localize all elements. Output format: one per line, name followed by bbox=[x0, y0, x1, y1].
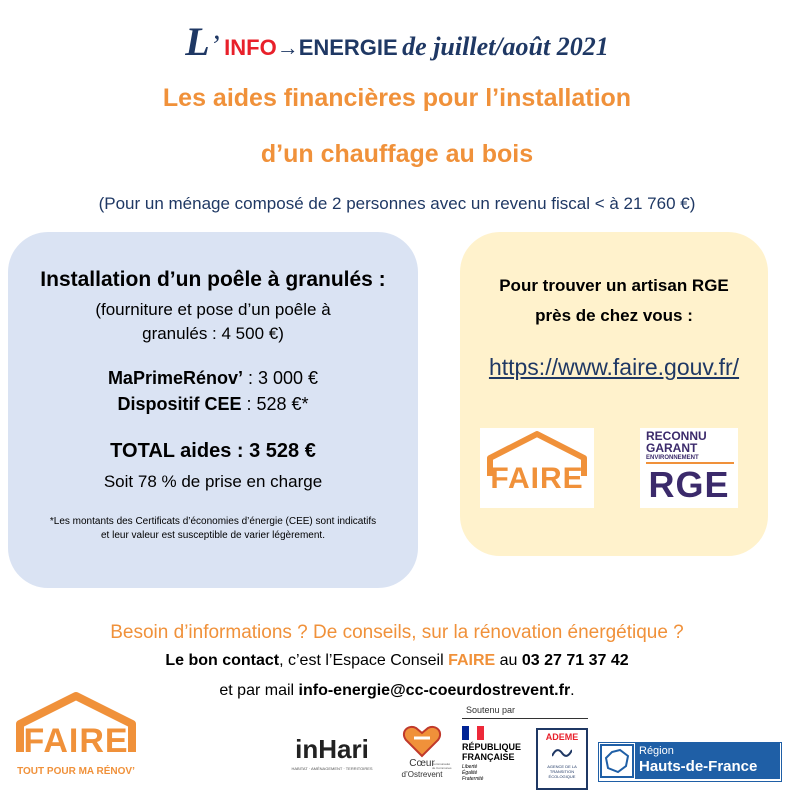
ademe-wave-icon bbox=[552, 746, 572, 760]
mail-suffix: . bbox=[570, 682, 575, 699]
arrow-icon: → bbox=[276, 35, 299, 60]
title-line-1: Les aides financières pour l’installation bbox=[162, 84, 632, 112]
maprimerenov-label: MaPrimeRénov’ bbox=[107, 368, 243, 388]
cee-value: : 528 €* bbox=[241, 394, 309, 414]
coeur-text-1: Cœur bbox=[409, 758, 435, 769]
faire-logo-text: FAIRE bbox=[490, 462, 584, 495]
hdf-map-icon bbox=[602, 746, 632, 776]
bon-contact: Le bon contact bbox=[165, 652, 280, 669]
faire-tagline: TOUT POUR MA RÉNOV’ bbox=[17, 766, 135, 777]
desc-line-1: (fourniture et pose d’un poêle à bbox=[95, 300, 331, 319]
faire-main-text: FAIRE bbox=[23, 722, 129, 760]
rf-motto-1: Liberté bbox=[462, 764, 478, 770]
inhari-logo bbox=[286, 734, 378, 778]
heart-icon bbox=[402, 724, 442, 758]
mail-prefix: et par mail bbox=[219, 682, 299, 699]
rge-heading-1: Pour trouver un artisan RGE bbox=[499, 276, 729, 295]
rf-motto-2: Égalité bbox=[462, 770, 478, 776]
faire-link[interactable]: https://www.faire.gouv.fr/ bbox=[488, 354, 740, 380]
region-hdf-logo bbox=[598, 742, 782, 782]
rge-panel bbox=[460, 232, 768, 556]
contact-faire: FAIRE bbox=[448, 652, 496, 669]
maprimerenov-line bbox=[8, 368, 418, 389]
header-info: INFO bbox=[224, 35, 277, 60]
rf-motto-3: Fraternité bbox=[462, 776, 484, 782]
phone-number[interactable]: 03 27 71 37 42 bbox=[521, 652, 629, 669]
marianne-icon bbox=[462, 726, 484, 740]
header-l: L bbox=[185, 19, 210, 64]
maprimerenov-value: : 3 000 € bbox=[242, 368, 319, 388]
inhari-text: inHari bbox=[295, 734, 369, 764]
cee-line bbox=[8, 394, 418, 415]
total-aides: TOTAL aides : 3 528 € bbox=[110, 440, 316, 462]
rge-garant: GARANT bbox=[646, 441, 698, 455]
faire-main-logo bbox=[6, 690, 146, 786]
header-title bbox=[0, 18, 794, 65]
besoin-info: Besoin d’informations ? De conseils, sur la rénovation énergétique ? bbox=[110, 622, 684, 643]
inhari-sub: HABITAT · AMÉNAGEMENT · TERRITOIRES bbox=[291, 766, 373, 771]
panel-title: Installation d’un poêle à granulés : bbox=[40, 268, 386, 291]
ademe-logo bbox=[536, 728, 588, 790]
soutenu-divider bbox=[462, 718, 588, 719]
region-map-icon bbox=[600, 744, 634, 778]
rge-heading-2: près de chez vous : bbox=[535, 306, 693, 325]
rf-line-2: FRANÇAISE bbox=[462, 752, 515, 762]
region-text-block bbox=[635, 743, 780, 779]
subtitle: (Pour un ménage composé de 2 personnes avec un revenu fiscal < à 21 760 €) bbox=[98, 194, 696, 213]
coeur-ostrevent-logo bbox=[392, 724, 452, 784]
email-address[interactable]: info-energie@cc-coeurdostrevent.fr bbox=[298, 682, 571, 699]
rf-line-1: RÉPUBLIQUE bbox=[462, 742, 522, 752]
header-energie: ENERGIE bbox=[298, 35, 398, 60]
ademe-sub: AGENCE DE LA TRANSITION ÉCOLOGIQUE bbox=[547, 764, 577, 779]
desc-line-2: granulés : 4 500 €) bbox=[142, 324, 284, 343]
rge-environnement: ENVIRONNEMENT bbox=[646, 455, 699, 461]
aid-summary-panel bbox=[8, 232, 418, 588]
faire-logo bbox=[480, 428, 594, 508]
ademe-text: ADEME bbox=[545, 732, 579, 742]
prise-en-charge: Soit 78 % de prise en charge bbox=[103, 472, 323, 491]
header-apostrophe: ’ bbox=[209, 29, 220, 62]
region-line-1: Région bbox=[639, 745, 674, 757]
contact-line bbox=[0, 652, 794, 670]
republique-francaise-logo bbox=[462, 726, 530, 788]
header-date: de juillet/août 2021 bbox=[402, 32, 609, 61]
rge-big: RGE bbox=[648, 464, 730, 505]
cee-label: Dispositif CEE bbox=[117, 394, 242, 414]
title-line-2: d’un chauffage au bois bbox=[260, 140, 534, 168]
note-line-2: et leur valeur est susceptible de varier légèrement. bbox=[100, 530, 325, 541]
rge-reconnu: RECONNU bbox=[646, 429, 707, 443]
note-line-1: *Les montants des Certificats d’économies d’énergie (CEE) sont indicatifs bbox=[49, 516, 377, 527]
contact-mid: , c’est l’Espace Conseil bbox=[279, 652, 449, 669]
coeur-text-2: d’Ostrevent bbox=[401, 770, 443, 779]
soutenu-par: Soutenu par bbox=[466, 705, 516, 715]
contact-au: au bbox=[495, 652, 522, 669]
coeur-small: Communauté de Communes bbox=[432, 762, 452, 770]
region-line-2: Hauts-de-France bbox=[639, 758, 758, 775]
rge-logo bbox=[640, 428, 738, 508]
